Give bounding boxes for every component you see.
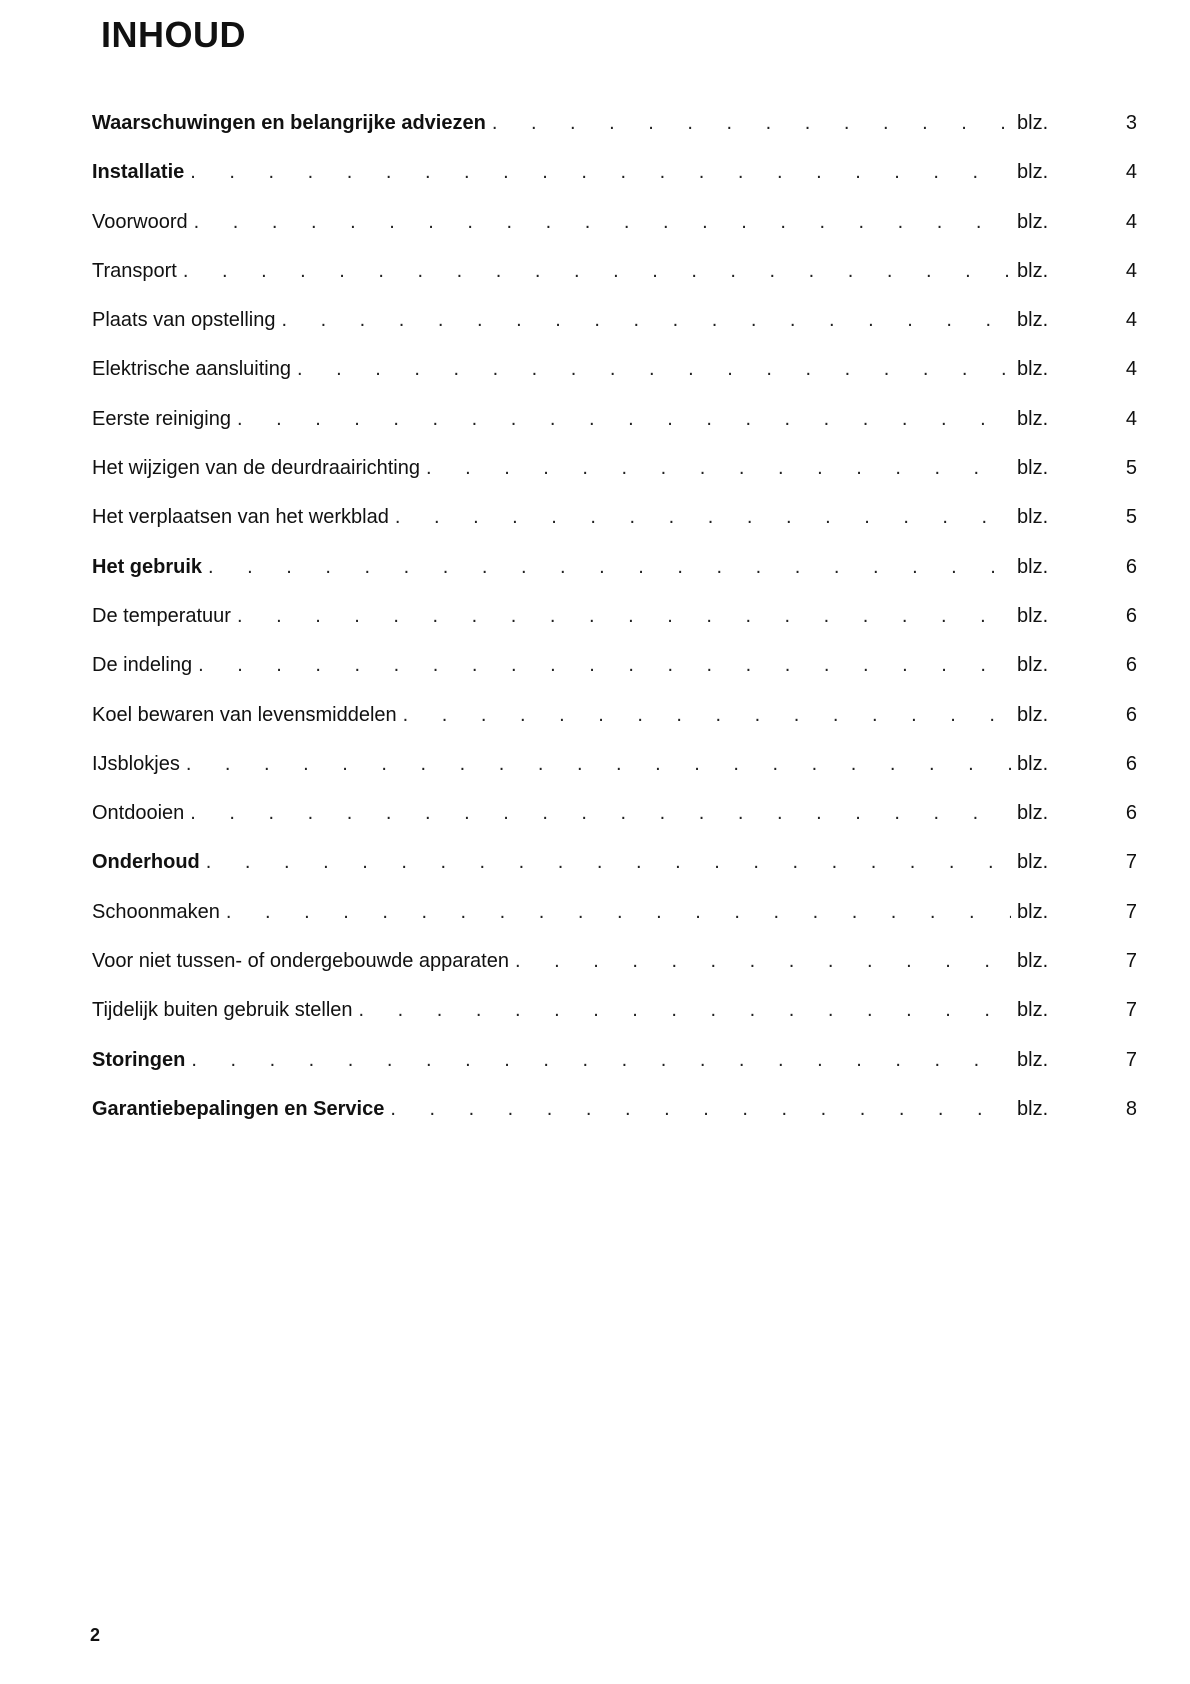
- toc-entry-page-label: blz.: [1017, 802, 1049, 825]
- toc-entry-page-number: 4: [1125, 407, 1137, 430]
- toc-entry: [92, 358, 1137, 407]
- toc-entry-page-label: blz.: [1017, 1097, 1049, 1120]
- toc-entry-page-number: 7: [1125, 1048, 1137, 1071]
- dot-leader: [206, 851, 1011, 874]
- toc-entry: [92, 999, 1137, 1048]
- toc-entry: [92, 1049, 1137, 1098]
- dot-leader: [237, 605, 1011, 628]
- toc-entry-page-number: 5: [1125, 506, 1137, 529]
- toc-entry-page-number: 7: [1125, 999, 1137, 1022]
- toc-entry: [92, 802, 1137, 851]
- toc-entry: [92, 309, 1137, 358]
- toc-entry-page-number: 7: [1125, 950, 1137, 973]
- toc-entry-page-label: blz.: [1017, 999, 1049, 1022]
- page-title: INHOUD: [101, 14, 246, 55]
- toc-entry-title: Waarschuwingen en belangrijke adviezen: [92, 112, 486, 134]
- dot-leader: [226, 901, 1011, 924]
- toc-entry-page-label: blz.: [1017, 210, 1049, 233]
- toc-entry-title: Plaats van opstelling: [92, 309, 276, 332]
- toc-entry: [92, 901, 1137, 950]
- dot-leader: [186, 753, 1011, 776]
- toc-entry-page-label: blz.: [1017, 1048, 1049, 1071]
- toc-entry-title: Onderhoud: [92, 851, 200, 874]
- dot-leader: [297, 358, 1011, 381]
- toc-entry: [92, 408, 1137, 457]
- toc-entry-page-number: 8: [1125, 1097, 1137, 1120]
- toc-entry-title: Ontdooien: [92, 802, 185, 825]
- toc-entry-title: IJsblokjes: [92, 752, 180, 775]
- toc-entry-title: Het wijzigen van de deurdraairichting: [92, 457, 420, 480]
- dot-leader: [190, 161, 1011, 184]
- toc-entry: [92, 950, 1137, 999]
- toc-entry-page-label: blz.: [1017, 950, 1049, 973]
- toc-entry: [92, 161, 1137, 210]
- dot-leader: [492, 112, 1011, 135]
- toc-entry-page-label: blz.: [1017, 752, 1049, 775]
- toc-entry-title: Transport: [92, 259, 177, 282]
- toc-entry-page-number: 6: [1125, 802, 1137, 825]
- page-number: 2: [90, 1625, 101, 1645]
- toc-entry-page-label: blz.: [1017, 358, 1049, 381]
- toc-entry-title: Eerste reiniging: [92, 407, 231, 430]
- dot-leader: [194, 211, 1011, 234]
- toc-entry: [92, 260, 1137, 309]
- toc-entry-title: De indeling: [92, 654, 193, 677]
- toc-entry-title: Voorwoord: [92, 210, 188, 233]
- toc-entry-title: Garantiebepalingen en Service: [92, 1097, 385, 1120]
- dot-leader: [208, 556, 1011, 579]
- toc-entry-page-label: blz.: [1017, 457, 1049, 480]
- toc-entry-title: Tijdelijk buiten gebruik stellen: [92, 999, 353, 1022]
- toc-entry-page-label: blz.: [1017, 506, 1049, 529]
- toc-entry-title: Schoonmaken: [92, 900, 220, 923]
- dot-leader: [390, 1098, 1011, 1121]
- dot-leader: [237, 408, 1011, 431]
- toc-entry-page-label: blz.: [1017, 407, 1049, 430]
- toc-entry-title: Koel bewaren van levensmiddelen: [92, 703, 397, 726]
- toc-entry-page-label: blz.: [1017, 900, 1049, 923]
- toc-entry: [92, 1098, 1137, 1147]
- dot-leader: [359, 999, 1011, 1022]
- dot-leader: [198, 654, 1011, 677]
- toc-entry: [92, 851, 1137, 900]
- toc-entry-page-label: blz.: [1017, 309, 1049, 332]
- toc-entry-page-number: 4: [1125, 259, 1137, 282]
- toc-entry-title: Het verplaatsen van het werkblad: [92, 506, 389, 529]
- dot-leader: [426, 457, 1011, 480]
- toc-entry-page-label: blz.: [1017, 161, 1049, 184]
- toc-entry-page-number: 3: [1125, 112, 1137, 134]
- toc-entry-title: De temperatuur: [92, 604, 231, 627]
- toc-entry-page-number: 4: [1125, 210, 1137, 233]
- toc-entry-title: Elektrische aansluiting: [92, 358, 291, 381]
- toc-entry: [92, 112, 1137, 161]
- toc-entry-page-number: 7: [1125, 851, 1137, 874]
- toc-entry-page-number: 7: [1125, 900, 1137, 923]
- toc-entry-page-number: 4: [1125, 309, 1137, 332]
- toc-entry-page-number: 6: [1125, 752, 1137, 775]
- toc-entry-page-number: 6: [1125, 654, 1137, 677]
- toc-entry-page-number: 6: [1125, 604, 1137, 627]
- dot-leader: [395, 506, 1011, 529]
- toc-entry: [92, 704, 1137, 753]
- toc-entry-page-label: blz.: [1017, 604, 1049, 627]
- toc-entry-title: Het gebruik: [92, 555, 203, 578]
- toc-entry: [92, 211, 1137, 260]
- toc-entry-page-number: 5: [1125, 457, 1137, 480]
- toc-entry-page-number: 6: [1125, 703, 1137, 726]
- toc-entry-page-label: blz.: [1017, 112, 1049, 134]
- toc-entry: [92, 605, 1137, 654]
- toc-entry-title: Storingen: [92, 1048, 186, 1071]
- toc-entry: [92, 457, 1137, 506]
- toc-entry-page-label: blz.: [1017, 703, 1049, 726]
- toc-entry-page-number: 4: [1125, 358, 1137, 381]
- toc-entry-page-label: blz.: [1017, 851, 1049, 874]
- toc-entry-page-number: 4: [1125, 161, 1137, 184]
- table-of-contents: [92, 112, 1137, 1147]
- toc-entry-page-label: blz.: [1017, 555, 1049, 578]
- toc-entry-title: Voor niet tussen- of ondergebouwde apparaten: [92, 950, 509, 973]
- toc-entry: [92, 654, 1137, 703]
- toc-entry: [92, 506, 1137, 555]
- dot-leader: [191, 1049, 1011, 1072]
- toc-entry-page-label: blz.: [1017, 259, 1049, 282]
- dot-leader: [281, 309, 1011, 332]
- dot-leader: [190, 802, 1011, 825]
- toc-entry-title: Installatie: [92, 161, 185, 184]
- toc-entry-page-number: 6: [1125, 555, 1137, 578]
- toc-entry: [92, 556, 1137, 605]
- dot-leader: [403, 704, 1011, 727]
- toc-entry: [92, 753, 1137, 802]
- dot-leader: [515, 950, 1011, 973]
- dot-leader: [183, 260, 1011, 283]
- toc-entry-page-label: blz.: [1017, 654, 1049, 677]
